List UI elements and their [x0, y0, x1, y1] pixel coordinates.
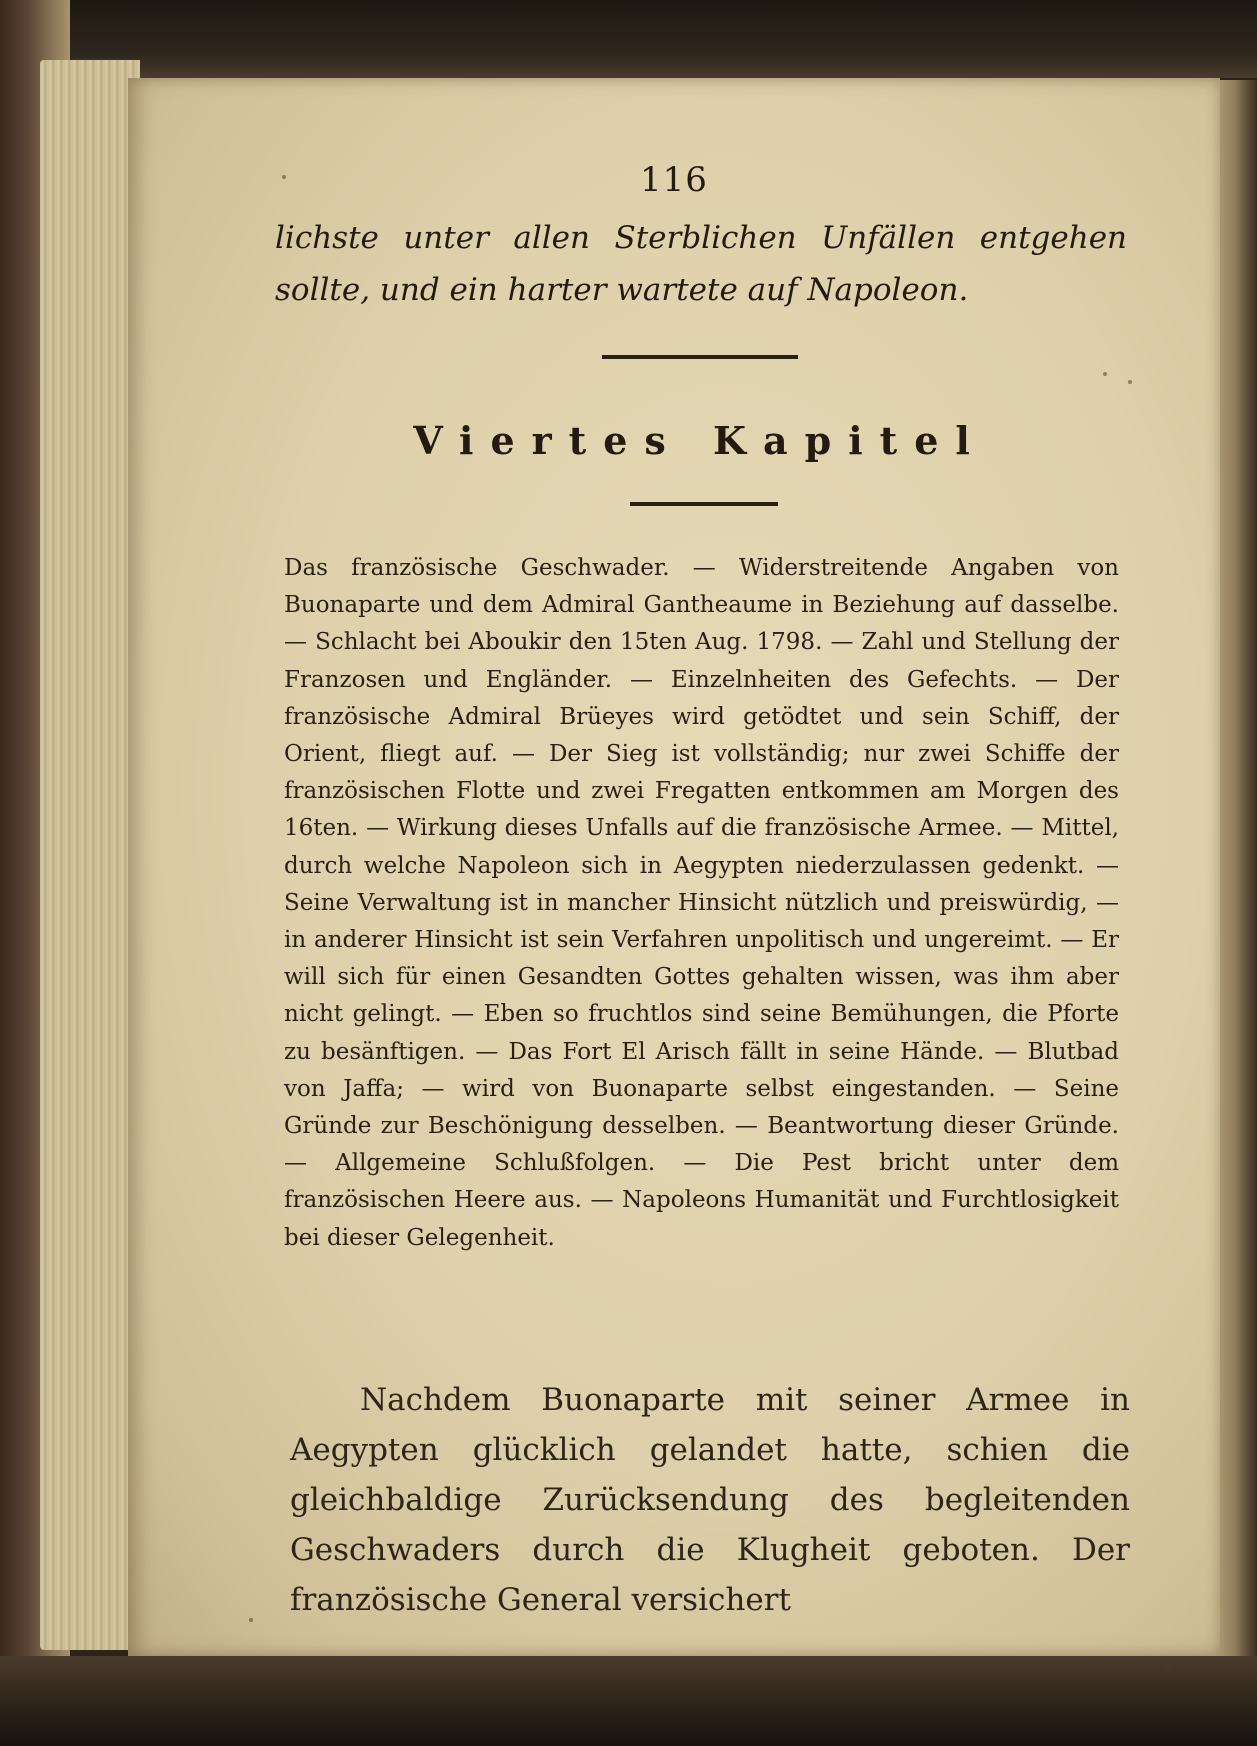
paper-speck	[1103, 372, 1107, 376]
page-number: 116	[640, 160, 708, 200]
book-top-edge	[0, 0, 1257, 78]
paper-speck	[1163, 1662, 1173, 1672]
divider-rule-bottom	[630, 502, 778, 506]
paper-speck	[249, 1618, 253, 1622]
page-stack-edges	[40, 60, 140, 1650]
book-bottom-edge	[0, 1656, 1257, 1746]
previous-paragraph-end: lichste unter allen Sterblichen Unfällen entgehen sollte, und ein harter wartete auf Napoleon.	[275, 220, 1127, 308]
chapter-heading: Viertes Kapitel	[413, 418, 987, 463]
chapter-summary: Das französische Geschwader. — Widerstreitende Angaben von Buonaparte und dem Admiral Gantheaume in Beziehung auf dasselbe. — Schlacht bei Aboukir den 15ten Aug. 1798. — Zahl und Stellung der Franzosen und Engländer. — Einzelnheiten des Gefechts. — Der französische Admiral Brüeyes wird getödtet und sein Schiff, der Orient, fliegt auf. — Der Sieg ist vollständig; nur zwei Schiffe der französischen Flotte und zwei Fregatten entkommen am Morgen des 16ten. — Wirkung dieses Unfalls auf die französische Armee. — Mittel, durch welche Napoleon sich in Aegypten niederzulassen gedenkt. — Seine Verwaltung ist in mancher Hinsicht nützlich und preiswürdig, — in anderer Hinsicht ist sein Verfahren unpolitisch und ungereimt. — Er will sich für einen Gesandten Gottes gehalten wissen, was ihm aber nicht gelingt. — Eben so fruchtlos sind seine Bemühungen, die Pforte zu besänftigen. — Das Fort El Arisch fällt in seine Hände. — Blutbad von Jaffa; — wird von Buonaparte selbst eingestanden. — Seine Gründe zur Beschönigung desselben. — Beantwortung dieser Gründe. — Allgemeine Schlußfolgen. — Die Pest bricht unter dem französischen Heere aus. — Napoleons Humanität und Furchtlosigkeit bei dieser Gelegenheit.	[284, 555, 1119, 1251]
facing-page-edge	[1220, 80, 1257, 1660]
paper-speck	[282, 175, 286, 179]
divider-rule-top	[602, 355, 798, 359]
body-paragraph: Nachdem Buonaparte mit seiner Armee in Aegypten glücklich gelandet hatte, schien die gleichbaldige Zurücksendung des begleitenden Geschwaders durch die Klugheit geboten. Der französische General versichert	[290, 1382, 1130, 1618]
paper-speck	[1128, 380, 1132, 384]
